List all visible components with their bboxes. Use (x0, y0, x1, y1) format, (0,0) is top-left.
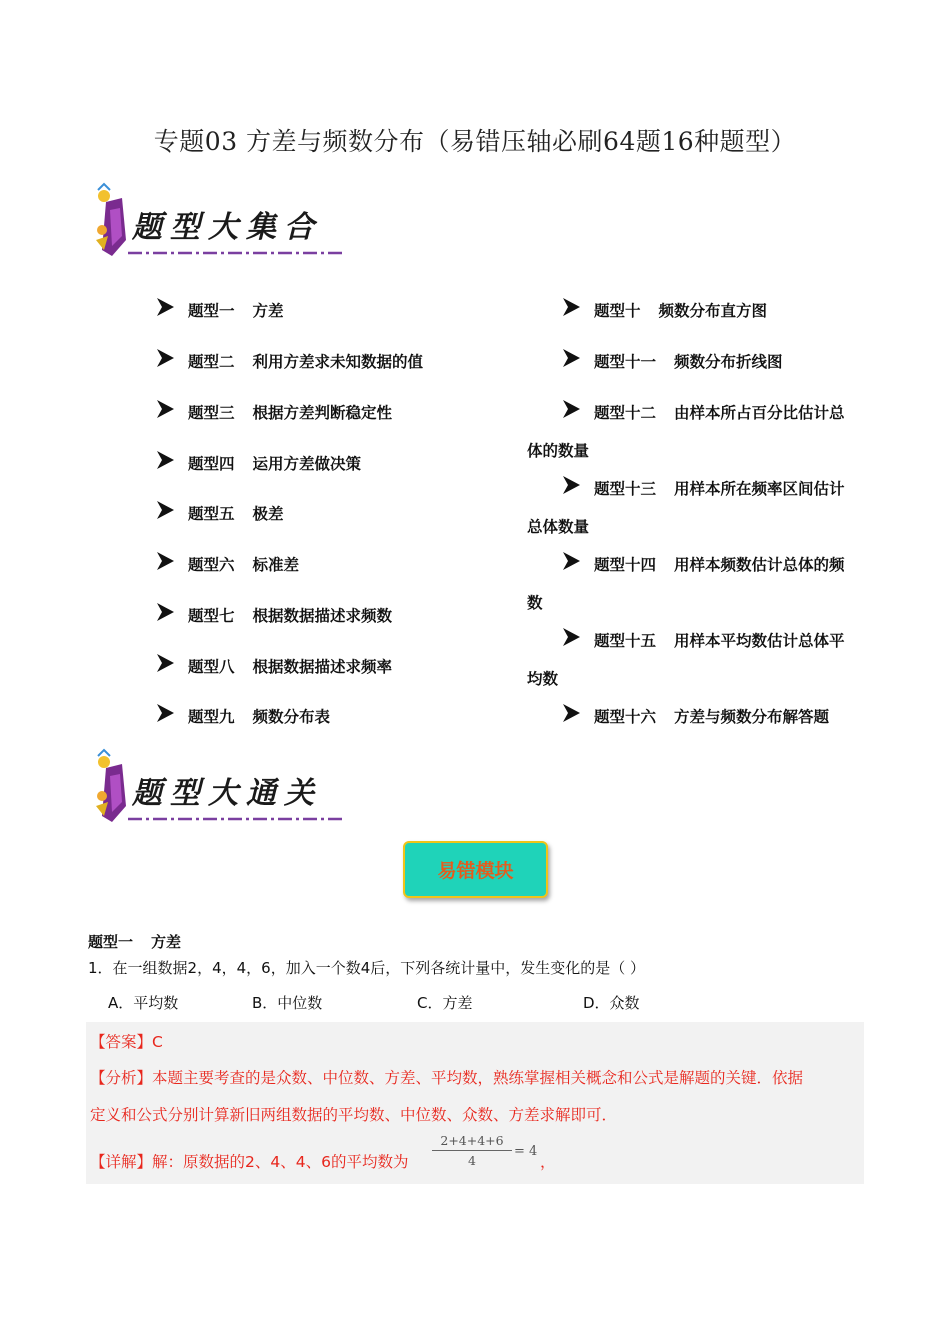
banner-underline (128, 814, 346, 824)
toc-name: 频数分布直方图 (658, 302, 768, 320)
toc-label: 题型七 (188, 607, 235, 625)
toc-item-13-cont: 总体数量 (527, 518, 590, 536)
toc-name: 方差 (252, 302, 284, 320)
toc-label: 题型八 (188, 658, 235, 676)
arrow-bullet-icon (154, 347, 176, 369)
equals-value: = 4 (514, 1144, 538, 1159)
toc-label: 题型九 (188, 708, 235, 726)
toc-label: 题型五 (188, 505, 235, 523)
toc-item-13[interactable] (594, 477, 845, 499)
toc-name: 用样本平均数估计总体平 (674, 632, 845, 650)
arrow-bullet-icon (154, 652, 176, 674)
toc-name: 用样本频数估计总体的频 (674, 556, 845, 574)
toc-label: 题型十一 (594, 353, 657, 371)
toc-item-12[interactable] (594, 401, 845, 423)
toc-label: 题型十六 (594, 708, 657, 726)
toc-item-15[interactable] (594, 629, 845, 651)
arrow-bullet-icon (560, 702, 582, 724)
toc-item-2[interactable] (188, 350, 423, 372)
toc-name: 运用方差做决策 (252, 455, 362, 473)
toc-label: 题型十四 (594, 556, 657, 574)
toc-label: 题型一 (188, 302, 235, 320)
toc-label: 题型十 (594, 302, 641, 320)
toc-item-9[interactable] (188, 705, 330, 727)
banner-title: 题型大通关 (132, 776, 322, 811)
arrow-bullet-icon (154, 449, 176, 471)
toc-name: 利用方差求未知数据的值 (252, 353, 424, 371)
arrow-bullet-icon (560, 296, 582, 318)
toc-item-14-cont: 数 (527, 594, 543, 612)
toc-name: 由样本所占百分比估计总 (674, 404, 845, 422)
toc-label: 题型四 (188, 455, 235, 473)
option-d: D．众数 (583, 994, 640, 1012)
toc-item-8[interactable] (188, 655, 392, 677)
toc-label: 题型十三 (594, 480, 657, 498)
toc-label: 题型十五 (594, 632, 657, 650)
toc-label: 题型三 (188, 404, 235, 422)
detail-line: 【详解】解：原数据的2、4、4、6的平均数为 (90, 1153, 409, 1171)
section-heading (88, 931, 181, 952)
toc-name: 根据方差判断稳定性 (252, 404, 393, 422)
arrow-bullet-icon (560, 474, 582, 496)
analysis-line-1: 【分析】本题主要考查的是众数、中位数、方差、平均数，熟练掌握相关概念和公式是解题的关键．依据 (90, 1069, 804, 1087)
toc-name: 用样本所在频率区间估计 (674, 480, 845, 498)
arrow-bullet-icon (154, 702, 176, 724)
toc-item-10[interactable] (594, 299, 767, 321)
toc-label: 题型二 (188, 353, 235, 371)
option-c: C．方差 (417, 994, 473, 1012)
banner-title: 题型大集合 (132, 210, 322, 245)
toc-name: 极差 (252, 505, 284, 523)
module-badge: 易错模块 (403, 841, 548, 898)
toc-item-7[interactable] (188, 604, 392, 626)
arrow-bullet-icon (154, 499, 176, 521)
arrow-bullet-icon (560, 398, 582, 420)
fraction-denominator: 4 (468, 1153, 476, 1168)
fraction-numerator: 2+4+4+6 (432, 1133, 512, 1151)
arrow-bullet-icon (154, 296, 176, 318)
arrow-bullet-icon (560, 626, 582, 648)
answer-line: 【答案】C (90, 1033, 163, 1051)
toc-item-15-cont: 均数 (527, 670, 559, 688)
toc-name: 标准差 (252, 556, 300, 574)
toc-item-12-cont: 体的数量 (527, 442, 590, 460)
toc-name: 频数分布表 (252, 708, 331, 726)
arrow-bullet-icon (154, 601, 176, 623)
wizard-icon (92, 180, 132, 264)
arrow-bullet-icon (560, 347, 582, 369)
toc-name: 频数分布折线图 (674, 353, 783, 371)
arrow-bullet-icon (154, 398, 176, 420)
section-name: 方差 (151, 933, 182, 951)
section-banner-practice (88, 746, 350, 830)
toc-label: 题型十二 (594, 404, 657, 422)
toc-item-16[interactable] (594, 705, 829, 727)
toc-item-11[interactable] (594, 350, 783, 372)
toc-name: 根据数据描述求频数 (252, 607, 393, 625)
toc-item-6[interactable] (188, 553, 299, 575)
banner-underline (128, 248, 346, 258)
toc-label: 题型六 (188, 556, 235, 574)
toc-item-1[interactable] (188, 299, 284, 321)
arrow-bullet-icon (154, 550, 176, 572)
question-text: 1．在一组数据2，4，4，6，加入一个数4后，下列各统计量中，发生变化的是（ ） (88, 959, 646, 977)
detail-tail: ， (540, 1153, 556, 1171)
section-label: 题型一 (88, 933, 134, 951)
toc-item-3[interactable] (188, 401, 392, 423)
page-title: 专题03 方差与频数分布（易错压轴必刷64题16种题型） (153, 127, 797, 156)
option-b: B．中位数 (252, 994, 323, 1012)
option-a: A．平均数 (108, 994, 179, 1012)
arrow-bullet-icon (560, 550, 582, 572)
toc-name: 方差与频数分布解答题 (674, 708, 830, 726)
toc-name: 根据数据描述求频率 (252, 658, 393, 676)
toc-item-4[interactable] (188, 452, 361, 474)
mean-fraction (432, 1133, 512, 1168)
section-banner-collection (88, 180, 350, 264)
wizard-icon (92, 746, 132, 830)
toc-item-14[interactable] (594, 553, 845, 575)
toc-item-5[interactable] (188, 502, 284, 524)
analysis-line-2: 定义和公式分别计算新旧两组数据的平均数、中位数、众数、方差求解即可． (90, 1106, 618, 1124)
